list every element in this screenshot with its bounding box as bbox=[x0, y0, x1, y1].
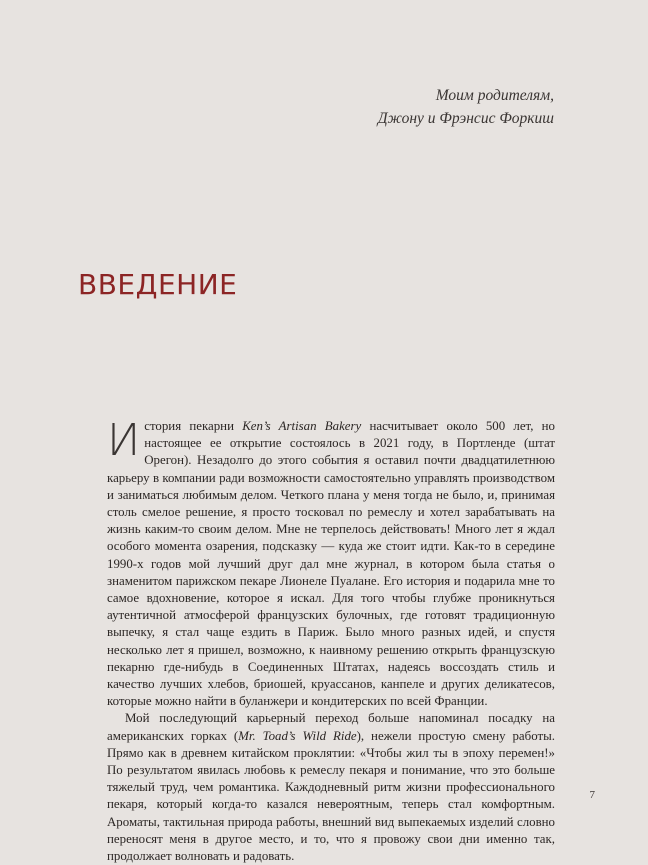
page-number: 7 bbox=[589, 789, 595, 801]
drop-cap: И bbox=[107, 415, 141, 466]
dedication-line-1: Моим родителям, bbox=[435, 87, 554, 104]
dedication-line-2: Джону и Фрэнсис Форкиш bbox=[377, 110, 554, 127]
paragraph-1 bbox=[107, 415, 555, 710]
body-text bbox=[107, 415, 555, 865]
dedication bbox=[378, 84, 554, 130]
paragraph-1-text-1: стория пекарни bbox=[144, 419, 243, 433]
paragraph-2-text-1: Мой последующий карьерный переход больше напоминал посадку на американских горках ( bbox=[107, 711, 555, 743]
chapter-heading: ВВЕДЕНИЕ bbox=[78, 268, 238, 301]
paragraph-2-text-2: ), нежели простую смену работы. Прямо как в древнем китайском проклятии: «Чтобы жил ты в эпоху перемен!» По результатом явилась любовь к ремеслу пекаря и понимание, что это больше тяжелый труд, чем романтика. Каждодневный ритм жизни профессионального пекаря, который когда-то казался невероятным, теперь стал комфортным. Ароматы, тактильная природа работы, внешний вид выпекаемых изделий словно переносят меня в другое место, и то, что я провожу свои дни именно так, продолжает волновать и радовать. bbox=[107, 728, 555, 864]
ride-name: Mr. Toad’s Wild Ride bbox=[238, 728, 357, 743]
paragraph-2 bbox=[107, 710, 555, 865]
bakery-name: Ken’s Artisan Bakery bbox=[242, 419, 362, 433]
paragraph-1-text-2: насчитывает около 500 лет, но настоящее ее открытие состоялось в 2021 году, в Портленде (штат Орегон). Незадолго до этого события я оставил почти двадцатилетнюю карьеру в компании ради возможности самостоятельно управлять производством и заниматься любимым делом. Четкого плана у меня тогда не было, и, принимая столь смелое решение, я просто тосковал по ремеслу и хотел зарабатывать на жизнь каким-то своим делом. Мне не терпелось действовать! Много лет я ждал особого момента озарения, подсказку — куда же стоит идти. Как-то в середине 1990-х годов мой лучший друг дал мне журнал, в котором была статья о знаменитом парижском пекаре Лионеле Пуалане. Его история и подарила мне то самое вдохновение, которое я искал. Для того чтобы глубже проникнуться аутентичной атмосферой французских булочных, где готовят традиционную выпечку, я стал чаще ездить в Париж. Было много разных идей, и спустя несколько лет я пришел, возможно, к наивному решению открыть французскую пекарню где-нибудь в Соединенных Штатах, надеясь воссоздать стиль и качество лучших хлебов, бриошей, круассанов, канпеле и других деликатесов, которые можно найти в буланжери и кондитерских по всей Франции. bbox=[107, 419, 555, 709]
